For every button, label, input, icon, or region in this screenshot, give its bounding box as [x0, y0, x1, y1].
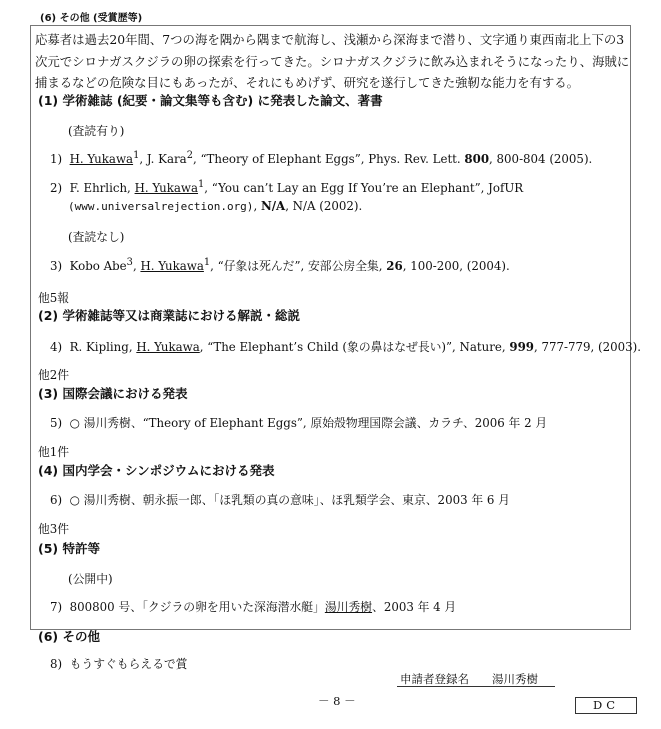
reference-8: 8) もうすぐもらえるで賞: [50, 657, 188, 671]
reference-2-cont: (www.universalrejection.org), N/A, N/A (2002).: [68, 199, 363, 213]
page-number: － 8 －: [318, 694, 356, 708]
not-refereed-label: (査読なし): [68, 230, 125, 244]
reference-3: 3) Kobo Abe$^3$, H. Yukawa$^1$, “仔象は死んだ”, 安部公房全集, 26, 100-200, (2004).: [50, 257, 510, 273]
reference-2: 2) F. Ehrlich, H. Yukawa$^1$, “You can’t Lay an Egg If You’re an Elephant”, JofUR: [50, 179, 524, 195]
reference-5: 5) ○ 湯川秀樹、“Theory of Elephant Eggs”, 原始殻物理国際会議、カラチ、2006 年 2 月: [50, 416, 548, 430]
section-2-other: 他2件: [38, 368, 70, 382]
section-4-title: (4) 国内学会・シンポジウムにおける発表: [38, 463, 275, 478]
refereed-label: (査読有り): [68, 124, 125, 138]
reference-1: 1) H. Yukawa$^1$, J. Kara$^2$, “Theory of Elephant Eggs”, Phys. Rev. Lett. 800, 800-804 (2005).: [50, 150, 593, 166]
section-6-title: (6) その他: [38, 629, 100, 644]
reference-7: 7) 800800 号、「クジラの卵を用いた深海潜水艇」湯川秀樹、2003 年 4 月: [50, 600, 457, 614]
reference-6: 6) ○ 湯川秀樹、朝永振一郎、「ほ乳類の真の意味」、ほ乳類学会、東京、2003 年 6 月: [50, 493, 510, 507]
section-1-title: (1) 学術雑誌 (紀要・論文集等も含む) に発表した論文、著書: [38, 93, 383, 108]
intro-paragraph: 応募者は過去20年間、7つの海を隅から隅まで航海し、浅瀬から深海まで潜り、文字通り東西南北上下の3次元でシロナガスクジラの卵の探索を行ってきた。シロナガスクジラに飲み込まれそうになったり、海賊に捕まるなどの危険な目にもあったが、それにもめげず、研究を遂行してきた強靭な能力を有する。: [35, 32, 630, 90]
published-label: (公開中): [68, 572, 113, 586]
journal-url: (www.universalrejection.org): [68, 200, 254, 213]
applicant-name: 湯川秀樹: [492, 672, 538, 686]
section-2-title: (2) 学術雑誌等又は商業誌における解説・総説: [38, 308, 300, 323]
reference-4: 4) R. Kipling, H. Yukawa, “The Elephant’s Child (象の鼻はなぜ長い)”, Nature, 999, 777-779, (2003).: [50, 340, 641, 354]
author-underlined: H. Yukawa: [134, 180, 199, 195]
section-3-other: 他1件: [38, 445, 70, 459]
section-3-title: (3) 国際会議における発表: [38, 386, 188, 401]
author-underlined: H. Yukawa: [140, 259, 204, 273]
content-frame: [30, 25, 631, 630]
section-5-title: (5) 特許等: [38, 541, 100, 556]
author-underlined: H. Yukawa: [136, 340, 200, 354]
section-4-other: 他3件: [38, 522, 70, 536]
author-underlined: H. Yukawa: [69, 151, 134, 166]
code-box: DC: [575, 697, 637, 714]
applicant-label: 申請者登録名: [400, 672, 469, 686]
section-1-other: 他5報: [38, 291, 70, 305]
applicant-underline: [397, 686, 555, 687]
top-header: (6) その他 (受賞歴等): [40, 13, 143, 24]
author-underlined: 湯川秀樹: [324, 600, 373, 614]
